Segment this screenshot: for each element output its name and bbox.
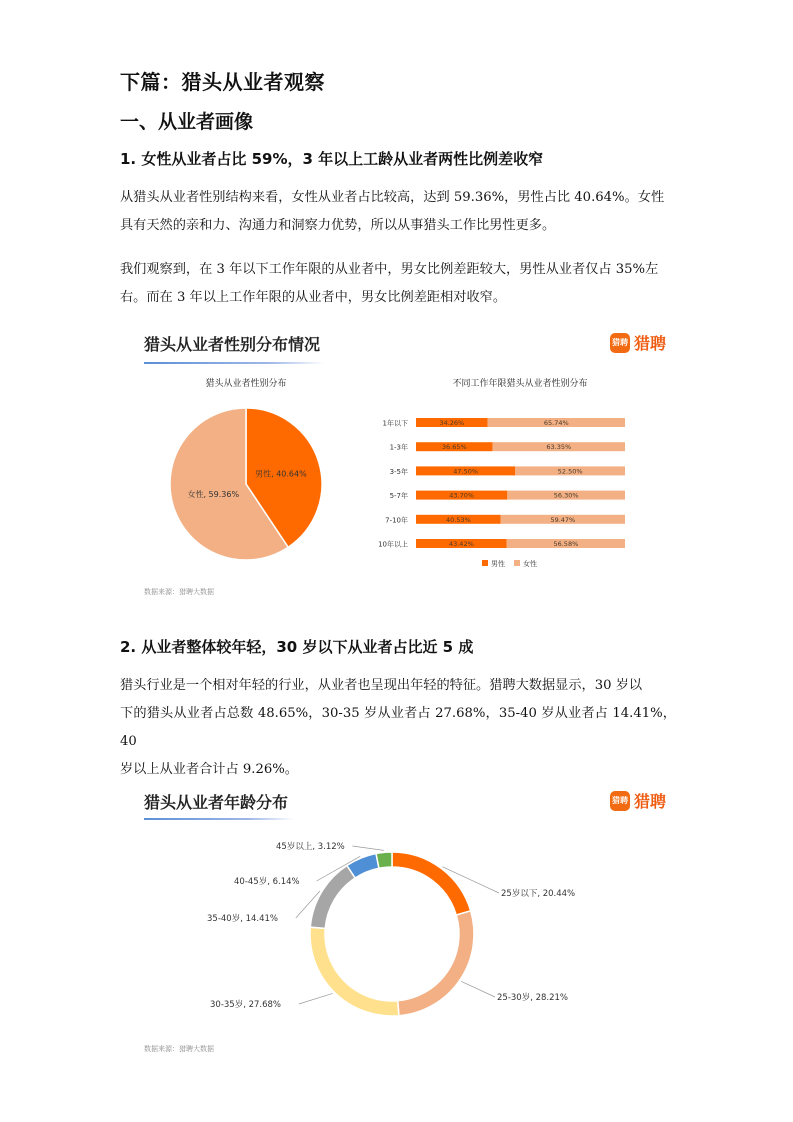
pie-data-label: 男性, 40.64% [255, 469, 307, 479]
paragraph-line: 右。而在 3 年以上工作年限的从业者中，男女比例差距相对收窄。 [120, 290, 507, 305]
pie-data-label: 女性, 59.36% [187, 489, 240, 499]
section-heading: 一、从业者画像 [120, 111, 254, 133]
subsection-2-title: 2. 从业者整体较年轻，30 岁以下从业者占比近 5 成 [120, 638, 474, 656]
donut-data-label: 40-45岁, 6.14% [234, 877, 300, 887]
donut-slice-35-40 [310, 865, 355, 928]
category-tick-label: 7-10年 [385, 516, 408, 525]
donut-data-label: 30-35岁, 27.68% [210, 1000, 282, 1010]
bar-data-label: 40.53% [445, 515, 471, 524]
paragraph-line: 具有天然的亲和力、沟通力和洞察力优势，所以从事猎头工作比男性更多。 [120, 218, 556, 233]
donut-slice-under-25 [392, 852, 471, 915]
leader-line [352, 846, 383, 850]
paragraph-line: 岁以上从业者合计占 9.26%。 [120, 762, 298, 777]
bar-data-label: 34.26% [439, 419, 465, 427]
page-title: 下篇：猎头从业者观察 [120, 70, 325, 94]
paragraph-gender-1 [120, 184, 676, 240]
figure-title: 猎头从业者性别分布情况 [144, 335, 321, 354]
bar-data-label: 63.35% [546, 443, 572, 452]
legend-swatch [514, 560, 520, 566]
paragraph-line: 下的猎头从业者占总数 48.65%，30-35 岁从业者占 27.68%，35-40 岁从业者占 14.41%，40 [120, 706, 676, 749]
donut-slice-25-30 [398, 911, 474, 1016]
gender-charts-svg [140, 320, 680, 600]
donut-data-label: 25岁以下, 20.44% [501, 889, 576, 899]
donut-slice-30-35 [310, 927, 399, 1016]
bar-data-label: 56.58% [553, 540, 579, 548]
leader-line [461, 981, 495, 997]
category-tick-label: 10年以上 [378, 540, 408, 549]
data-source: 数据来源：猎聘大数据 [144, 1045, 214, 1053]
age-donut-chart [207, 841, 575, 1016]
bar-data-label: 43.42% [448, 540, 474, 548]
subsection-1-title: 1. 女性从业者占比 59%，3 年以上工龄从业者两性比例差收窄 [120, 150, 544, 168]
paragraph-line: 从猎头从业者性别结构来看，女性从业者占比较高，达到 59.36%，男性占比 40.64%。女性 [120, 190, 665, 205]
bar-data-label: 56.30% [553, 491, 579, 500]
bar-data-label: 65.74% [543, 419, 569, 427]
logo-text: 猎聘 [634, 792, 667, 811]
chart-title: 猎头从业者性别分布 [205, 379, 287, 389]
figure-age [140, 778, 680, 1058]
figure-gender [140, 320, 680, 600]
paragraph-gender-2 [120, 256, 676, 312]
donut-data-label: 45岁以上, 3.12% [276, 842, 345, 852]
bar-data-label: 52.50% [557, 467, 583, 476]
figure-title: 猎头从业者年龄分布 [144, 793, 289, 812]
donut-data-label: 35-40岁, 14.41% [207, 914, 279, 924]
category-tick-label: 1-3年 [389, 443, 408, 452]
data-source: 数据来源：猎聘大数据 [144, 588, 214, 596]
logo-mark-icon: 猎聘 [610, 333, 630, 353]
category-tick-label: 3-5年 [389, 467, 408, 476]
paragraph-line: 猎头行业是一个相对年轻的行业，从业者也呈现出年轻的特征。猎聘大数据显示，30 岁以 [120, 678, 643, 693]
tenure-gender-bar-chart [378, 418, 625, 568]
legend-label: 女性 [523, 560, 537, 568]
donut-slice-over-45 [376, 852, 392, 868]
chart-title: 不同工作年限猎头从业者性别分布 [452, 379, 588, 389]
logo-text: 猎聘 [634, 334, 667, 353]
gender-pie-chart [170, 408, 322, 560]
age-chart-svg [140, 778, 680, 1058]
bar-data-label: 47.50% [453, 467, 479, 476]
legend-swatch [482, 560, 488, 566]
bar-data-label: 43.70% [449, 491, 475, 500]
logo-mark-icon: 猎聘 [610, 791, 630, 811]
leader-line [299, 993, 333, 1004]
category-tick-label: 1年以下 [382, 419, 408, 428]
legend-label: 男性 [491, 560, 505, 568]
bar-data-label: 36.65% [441, 443, 467, 452]
paragraph-age [120, 672, 676, 784]
donut-data-label: 25-30岁, 28.21% [497, 993, 569, 1003]
bar-data-label: 59.47% [550, 515, 576, 524]
category-tick-label: 5-7年 [389, 492, 408, 501]
paragraph-line: 我们观察到，在 3 年以下工作年限的从业者中，男女比例差距较大，男性从业者仅占 35%左 [120, 262, 659, 277]
